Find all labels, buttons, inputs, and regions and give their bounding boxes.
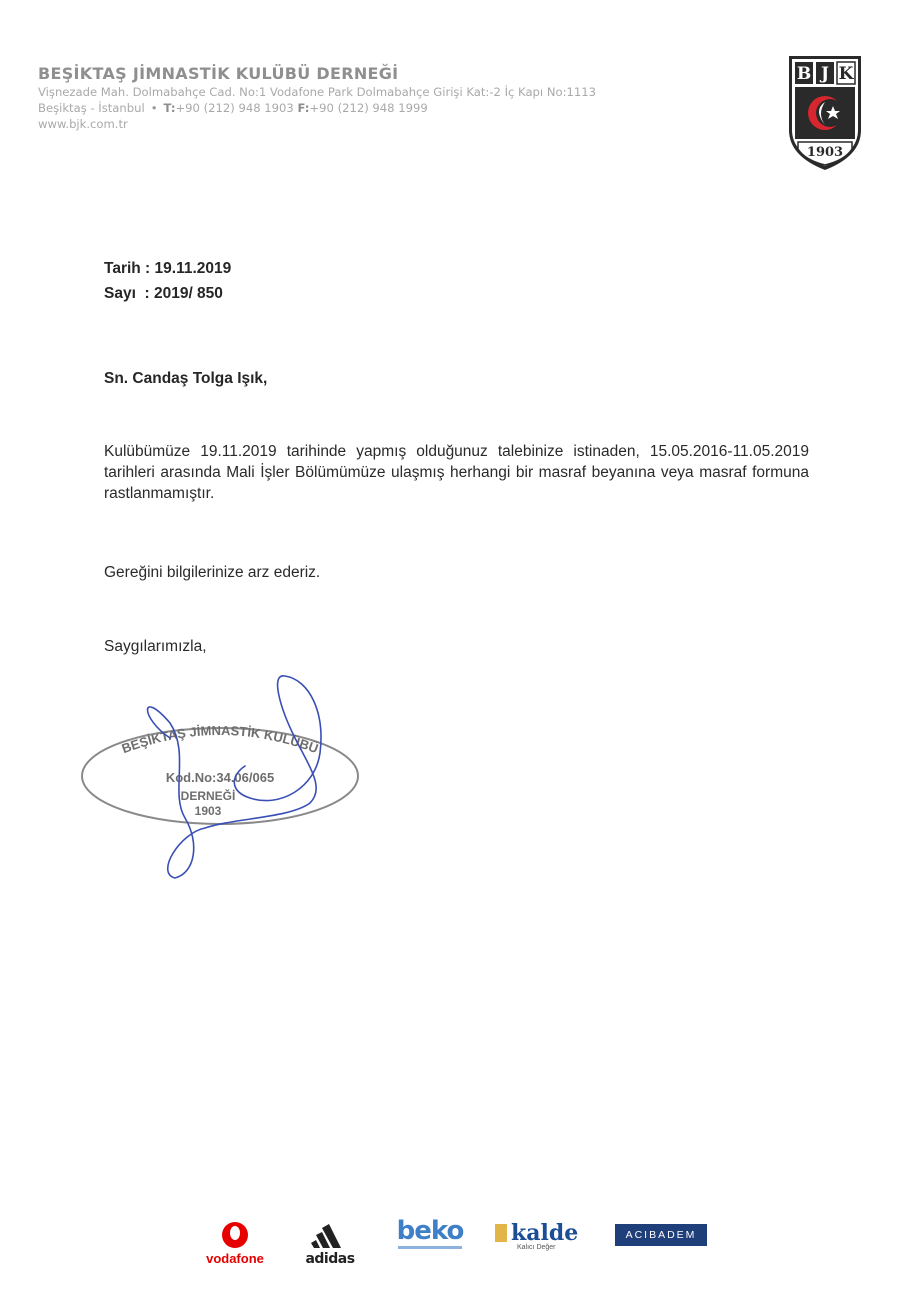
adidas-logo xyxy=(295,1222,365,1267)
adidas-wordmark: adidas xyxy=(305,1251,355,1267)
reference-number-row: Sayı : 2019/ 850 xyxy=(104,285,223,302)
kalde-wordmark: kalde xyxy=(511,1220,579,1246)
acibadem-logo: ACIBADEM xyxy=(615,1224,707,1246)
beko-wordmark: beko xyxy=(396,1216,464,1246)
sign-off: Saygılarımızla, xyxy=(104,638,207,655)
district: Beşiktaş - İstanbul xyxy=(38,101,145,115)
fax-number: +90 (212) 948 1999 xyxy=(309,101,428,115)
kalde-logo xyxy=(495,1220,585,1251)
beko-underline xyxy=(398,1246,462,1249)
kalde-tagline: Kalıcı Değer xyxy=(517,1244,556,1251)
document-meta xyxy=(104,256,231,306)
crest-letter-j: J xyxy=(820,64,830,84)
address-line: Vişnezade Mah. Dolmabahçe Cad. No:1 Vodafone Park Dolmabahçe Girişi Kat:-2 İç Kapı No:1113 xyxy=(38,85,596,99)
official-stamp xyxy=(70,668,370,888)
letter-body: Kulübümüze 19.11.2019 tarihinde yapmış olduğunuz talebinize istinaden, 15.05.2016-11.05.2019 tarihleri arasında Mali İşler Bölümümüze ulaşmış herhangi bir masraf beyanına veya masraf formuna rastlanmamıştır. xyxy=(104,443,809,502)
beko-logo xyxy=(395,1216,465,1249)
adidas-stripes-icon xyxy=(310,1222,350,1248)
crest-letter-b: B xyxy=(796,64,812,84)
letterhead xyxy=(38,64,718,132)
vodafone-logo xyxy=(200,1222,270,1266)
stamp-arc-text: BEŞİKTAŞ JİMNASTİK KULÜBÜ xyxy=(119,722,321,757)
bjk-crest-logo xyxy=(785,52,865,172)
salutation: Sn. Candaş Tolga Işık, xyxy=(104,370,268,387)
bullet-separator: • xyxy=(150,101,158,115)
stamp-code: Kod.No:34.06/065 xyxy=(165,770,275,785)
tel-label: T: xyxy=(163,101,176,115)
date-row: Tarih : 19.11.2019 xyxy=(104,260,232,277)
fax-label: F: xyxy=(297,101,310,115)
stamp-dernegi: DERNEĞİ xyxy=(180,789,236,803)
kalde-mark-icon xyxy=(495,1224,507,1242)
vodafone-wordmark: vodafone xyxy=(206,1251,264,1266)
crest-year: 1903 xyxy=(806,145,844,160)
tel-number: +90 (212) 948 1903 xyxy=(175,101,294,115)
crest-letter-k: K xyxy=(838,64,854,84)
contact-line xyxy=(38,100,718,116)
stamp-year: 1903 xyxy=(194,804,222,818)
closing-line: Gereğini bilgilerinize arz ederiz. xyxy=(104,564,321,581)
organization-name: BEŞİKTAŞ JİMNASTİK KULÜBÜ DERNEĞİ xyxy=(38,64,399,83)
vodafone-speechmark-icon xyxy=(222,1222,248,1248)
sponsor-logos xyxy=(195,1216,725,1282)
website: www.bjk.com.tr xyxy=(38,117,128,131)
